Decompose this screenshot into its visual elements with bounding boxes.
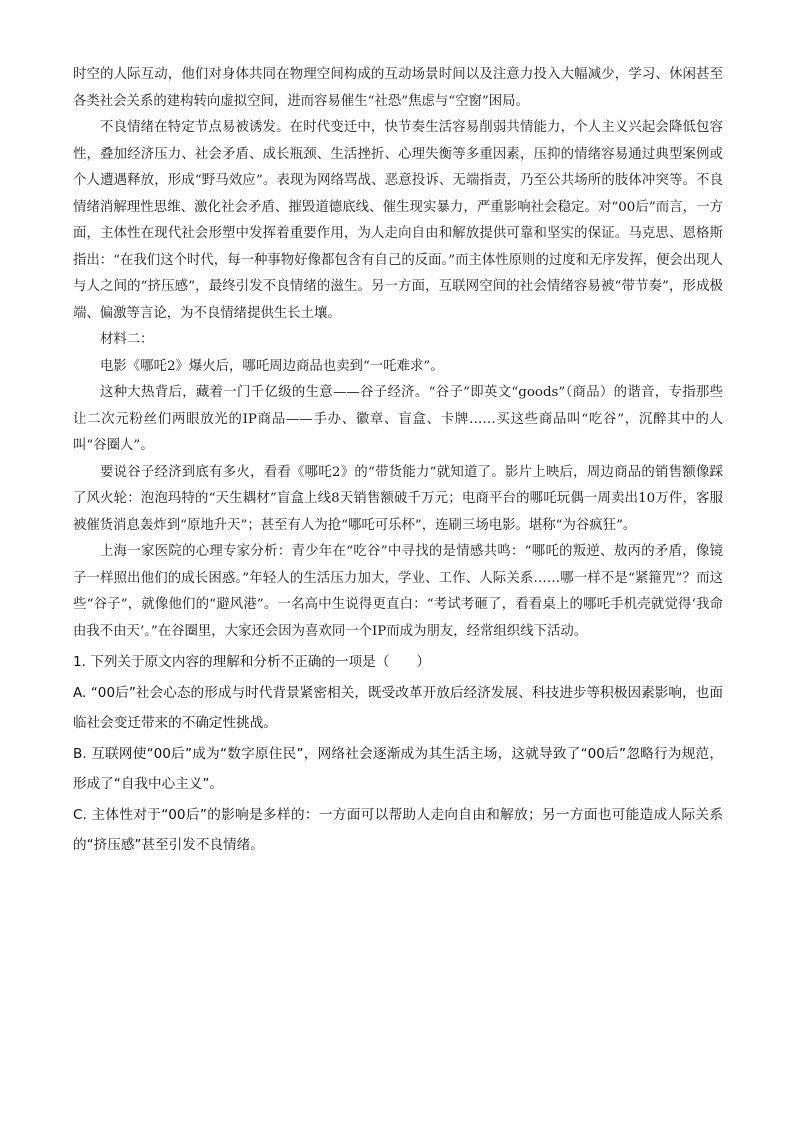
question-stem: 1. 下列关于原文内容的理解和分析不正确的一项是（ ）: [73, 654, 431, 670]
passage-paragraph: 时空的人际互动，他们对身体共同在物理空间构成的互动场景时间以及注意力投入大幅减少，学习、休闲甚至各类社会关系的建构转向虚拟空间，进而容易催生“社恐”焦虑与“空窗”困局。: [73, 67, 723, 109]
passage-paragraph: 要说谷子经济到底有多火，看看《哪吒2》的“带货能力”就知道了。影片上映后，周边商品的销售额像踩了风火轮：泡泡玛特的“天生耦材”盲盒上线8天销售额破千万元；电商平台的哪吒玩偶一周卖出10万件，客服被催货消息轰炸到“原地升天”；甚至有人为抢“哪吒可乐杯”，连刷三场电影。堪称“为谷疯狂”。: [73, 464, 723, 533]
question-block: [73, 647, 723, 861]
reading-passage: [73, 62, 723, 645]
passage-paragraph: 电影《哪吒2》爆火后，哪吒周边商品也卖到“一吒难求”。: [100, 358, 444, 374]
answer-option-b: B. 互联网使“00后”成为“数字原住民”，网络社会逐渐成为其生活主场，这就导致了“00后”忽略行为规范，形成了“自我中心主义”。: [73, 745, 723, 792]
passage-paragraph: 上海一家医院的心理专家分析：青少年在“吃谷”中寻找的是情感共鸣：“哪吒的叛逆、敖丙的矛盾，像镜子一样照出他们的成长困惑。”年轻人的生活压力加大，学业、工作、人际关系……哪一样不是“紧箍咒”？而这些“谷子”，就像他们的“避风港”。一名高中生说得更直白：“考试考砸了，看看桌上的哪吒手机壳就觉得‘我命由我不由天’。”在谷圈里，大家还会因为喜欢同一个IP而成为朋友，经常组织线下活动。: [73, 544, 723, 639]
answer-option-a: A. “00后”社会心态的形成与时代背景紧密相关，既受改革开放后经济发展、科技进步等积极因素影响，也面临社会变迁带来的不确定性挑战。: [73, 684, 723, 731]
answer-option-c: C. 主体性对于“00后”的影响是多样的：一方面可以帮助人走向自由和解放；另一方面也可能造成人际关系的“挤压感”甚至引发不良情绪。: [73, 806, 723, 853]
passage-paragraph: 这种大热背后，藏着一门千亿级的生意——谷子经济。“谷子”即英文“goods”（商品）的谐音，专指那些让二次元粉丝们两眼放光的IP商品——手办、徽章、盲盒、卡牌……买这些商品叫“吃谷”，沉醉其中的人叫“谷圈人”。: [73, 385, 723, 453]
passage-paragraph: 不良情绪在特定节点易被诱发。在时代变迁中，快节奏生活容易削弱共情能力，个人主义兴起会降低包容性，叠加经济压力、社会矛盾、成长瓶颈、生活挫折、心理失衡等多重因素，压抑的情绪容易通过典型案例或个人遭遇释放，形成“野马效应”。表现为网络骂战、恶意投诉、无端指责，乃至公共场所的肢体冲突等。不良情绪消解理性思维、激化社会矛盾、摧毁道德底线、催生现实暴力，严重影响社会稳定。对“00后”而言，一方面，主体性在现代社会形塑中发挥着重要作用，为人走向自由和解放提供可靠和坚实的保证。马克思、恩格斯指出：“在我们这个时代，每一种事物好像都包含有自己的反面。”而主体性原则的过度和无序发挥，便会出现人与人之间的“挤压感”，最终引发不良情绪的滋生。另一方面，互联网空间的社会情绪容易被“带节奏”，形成极端、偏激等言论，为不良情绪提供生长土壤。: [73, 120, 723, 321]
page-content: [73, 62, 723, 861]
material-heading: 材料二：: [100, 332, 154, 347]
